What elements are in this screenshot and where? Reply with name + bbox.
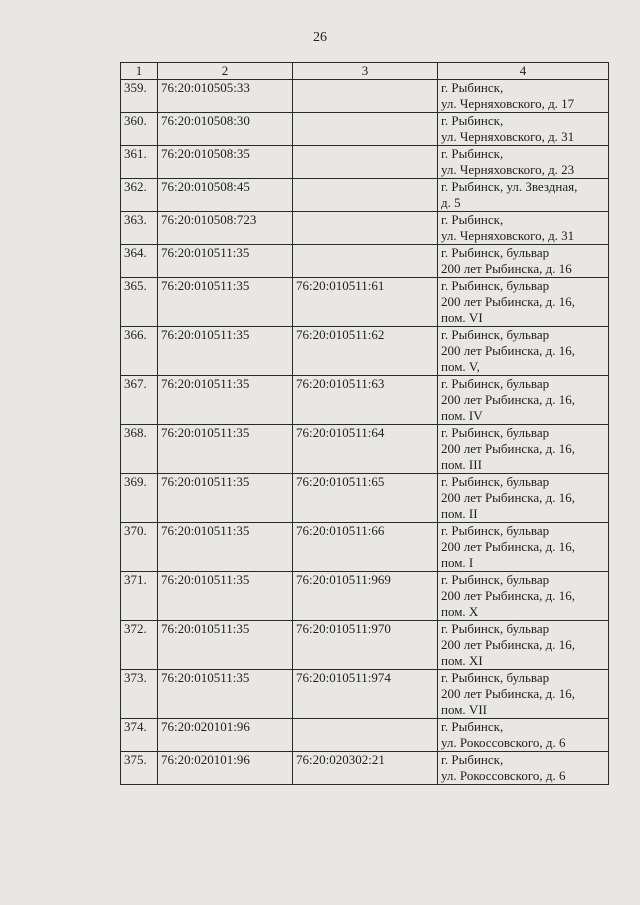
address-line: 200 лет Рыбинска, д. 16,	[441, 637, 575, 652]
address-line: 200 лет Рыбинска, д. 16,	[441, 294, 575, 309]
premises-cadastral-number	[293, 146, 438, 179]
table-row	[121, 719, 609, 752]
premises-cadastral-number: 76:20:010511:969	[293, 572, 438, 621]
premises-cadastral-number: 76:20:010511:64	[293, 425, 438, 474]
premises-cadastral-number: 76:20:010511:62	[293, 327, 438, 376]
cadastral-number: 76:20:010505:33	[158, 80, 293, 113]
address-cell	[438, 179, 609, 212]
table-row	[121, 752, 609, 785]
address-cell	[438, 572, 609, 621]
row-number: 359.	[121, 80, 158, 113]
address-line: г. Рыбинск, бульвар	[441, 327, 550, 342]
table-row	[121, 474, 609, 523]
premises-cadastral-number: 76:20:020302:21	[293, 752, 438, 785]
row-number: 363.	[121, 212, 158, 245]
address-cell	[438, 376, 609, 425]
row-number: 364.	[121, 245, 158, 278]
address-line: 200 лет Рыбинска, д. 16,	[441, 392, 575, 407]
cadastral-number: 76:20:020101:96	[158, 752, 293, 785]
address-line: пом. VII	[441, 702, 487, 717]
address-cell	[438, 278, 609, 327]
cadastral-number: 76:20:010508:45	[158, 179, 293, 212]
table-row	[121, 523, 609, 572]
address-cell	[438, 212, 609, 245]
table-row	[121, 179, 609, 212]
table-row	[121, 621, 609, 670]
address-line: 200 лет Рыбинска, д. 16,	[441, 343, 575, 358]
row-number: 373.	[121, 670, 158, 719]
premises-cadastral-number: 76:20:010511:63	[293, 376, 438, 425]
address-line: 200 лет Рыбинска, д. 16,	[441, 539, 575, 554]
cadastral-number: 76:20:010511:35	[158, 572, 293, 621]
address-line: г. Рыбинск,	[441, 212, 504, 227]
premises-cadastral-number	[293, 212, 438, 245]
row-number: 362.	[121, 179, 158, 212]
address-cell	[438, 670, 609, 719]
column-header: 4	[438, 63, 609, 80]
address-line: пом. II	[441, 506, 478, 521]
address-cell	[438, 425, 609, 474]
table-row	[121, 80, 609, 113]
address-line: г. Рыбинск, бульвар	[441, 572, 550, 587]
page-number: 26	[313, 30, 327, 45]
row-number: 360.	[121, 113, 158, 146]
column-header: 2	[158, 63, 293, 80]
cadastral-number: 76:20:010511:35	[158, 327, 293, 376]
address-cell	[438, 474, 609, 523]
address-line: г. Рыбинск, бульвар	[441, 621, 550, 636]
column-header: 1	[121, 63, 158, 80]
address-line: г. Рыбинск, бульвар	[441, 376, 550, 391]
address-cell	[438, 719, 609, 752]
table-row	[121, 113, 609, 146]
address-line: 200 лет Рыбинска, д. 16,	[441, 588, 575, 603]
cadastral-number: 76:20:010511:35	[158, 670, 293, 719]
address-cell	[438, 146, 609, 179]
table-row	[121, 670, 609, 719]
cadastral-number: 76:20:020101:96	[158, 719, 293, 752]
registry-table	[120, 62, 609, 785]
column-header: 3	[293, 63, 438, 80]
table-row	[121, 212, 609, 245]
address-line: 200 лет Рыбинска, д. 16	[441, 261, 572, 276]
cadastral-number: 76:20:010511:35	[158, 621, 293, 670]
row-number: 371.	[121, 572, 158, 621]
address-line: ул. Черняховского, д. 17	[441, 96, 575, 111]
address-line: 200 лет Рыбинска, д. 16,	[441, 490, 575, 505]
row-number: 365.	[121, 278, 158, 327]
cadastral-number: 76:20:010508:723	[158, 212, 293, 245]
cadastral-number: 76:20:010508:35	[158, 146, 293, 179]
cadastral-number: 76:20:010511:35	[158, 278, 293, 327]
address-line: г. Рыбинск,	[441, 719, 504, 734]
premises-cadastral-number	[293, 245, 438, 278]
row-number: 372.	[121, 621, 158, 670]
header-row	[121, 63, 609, 80]
table-row	[121, 376, 609, 425]
address-line: ул. Рокоссовского, д. 6	[441, 768, 566, 783]
address-line: г. Рыбинск, бульвар	[441, 670, 550, 685]
address-line: г. Рыбинск,	[441, 113, 504, 128]
address-line: ул. Черняховского, д. 23	[441, 162, 575, 177]
address-line: пом. IV	[441, 408, 483, 423]
cadastral-number: 76:20:010508:30	[158, 113, 293, 146]
cadastral-number: 76:20:010511:35	[158, 376, 293, 425]
address-line: г. Рыбинск,	[441, 146, 504, 161]
table-body	[121, 80, 609, 785]
premises-cadastral-number	[293, 113, 438, 146]
address-line: д. 5	[441, 195, 461, 210]
cadastral-number: 76:20:010511:35	[158, 523, 293, 572]
address-line: г. Рыбинск, бульвар	[441, 474, 550, 489]
address-line: г. Рыбинск, ул. Звездная,	[441, 179, 578, 194]
address-line: пом. XI	[441, 653, 483, 668]
row-number: 374.	[121, 719, 158, 752]
address-line: пом. III	[441, 457, 482, 472]
row-number: 366.	[121, 327, 158, 376]
row-number: 368.	[121, 425, 158, 474]
address-line: г. Рыбинск, бульвар	[441, 523, 550, 538]
address-cell	[438, 752, 609, 785]
table-row	[121, 327, 609, 376]
address-line: пом. V,	[441, 359, 480, 374]
address-cell	[438, 523, 609, 572]
row-number: 370.	[121, 523, 158, 572]
address-line: 200 лет Рыбинска, д. 16,	[441, 686, 575, 701]
row-number: 361.	[121, 146, 158, 179]
address-line: г. Рыбинск, бульвар	[441, 425, 550, 440]
premises-cadastral-number	[293, 179, 438, 212]
address-line: г. Рыбинск, бульвар	[441, 245, 550, 260]
address-line: г. Рыбинск,	[441, 80, 504, 95]
table-header	[121, 63, 609, 80]
cadastral-number: 76:20:010511:35	[158, 425, 293, 474]
premises-cadastral-number: 76:20:010511:65	[293, 474, 438, 523]
row-number: 367.	[121, 376, 158, 425]
premises-cadastral-number: 76:20:010511:974	[293, 670, 438, 719]
premises-cadastral-number: 76:20:010511:66	[293, 523, 438, 572]
row-number: 369.	[121, 474, 158, 523]
address-line: ул. Черняховского, д. 31	[441, 129, 575, 144]
cadastral-number: 76:20:010511:35	[158, 245, 293, 278]
address-line: г. Рыбинск,	[441, 752, 504, 767]
table-row	[121, 146, 609, 179]
premises-cadastral-number: 76:20:010511:61	[293, 278, 438, 327]
address-cell	[438, 327, 609, 376]
address-line: ул. Черняховского, д. 31	[441, 228, 575, 243]
address-cell	[438, 80, 609, 113]
premises-cadastral-number: 76:20:010511:970	[293, 621, 438, 670]
table-row	[121, 278, 609, 327]
premises-cadastral-number	[293, 80, 438, 113]
address-cell	[438, 245, 609, 278]
address-line: г. Рыбинск, бульвар	[441, 278, 550, 293]
premises-cadastral-number	[293, 719, 438, 752]
address-line: пом. I	[441, 555, 474, 570]
row-number: 375.	[121, 752, 158, 785]
table-row	[121, 572, 609, 621]
cadastral-number: 76:20:010511:35	[158, 474, 293, 523]
address-line: ул. Рокоссовского, д. 6	[441, 735, 566, 750]
address-cell	[438, 113, 609, 146]
table-row	[121, 425, 609, 474]
address-line: пом. VI	[441, 310, 483, 325]
address-line: 200 лет Рыбинска, д. 16,	[441, 441, 575, 456]
address-cell	[438, 621, 609, 670]
address-line: пом. X	[441, 604, 479, 619]
table-row	[121, 245, 609, 278]
